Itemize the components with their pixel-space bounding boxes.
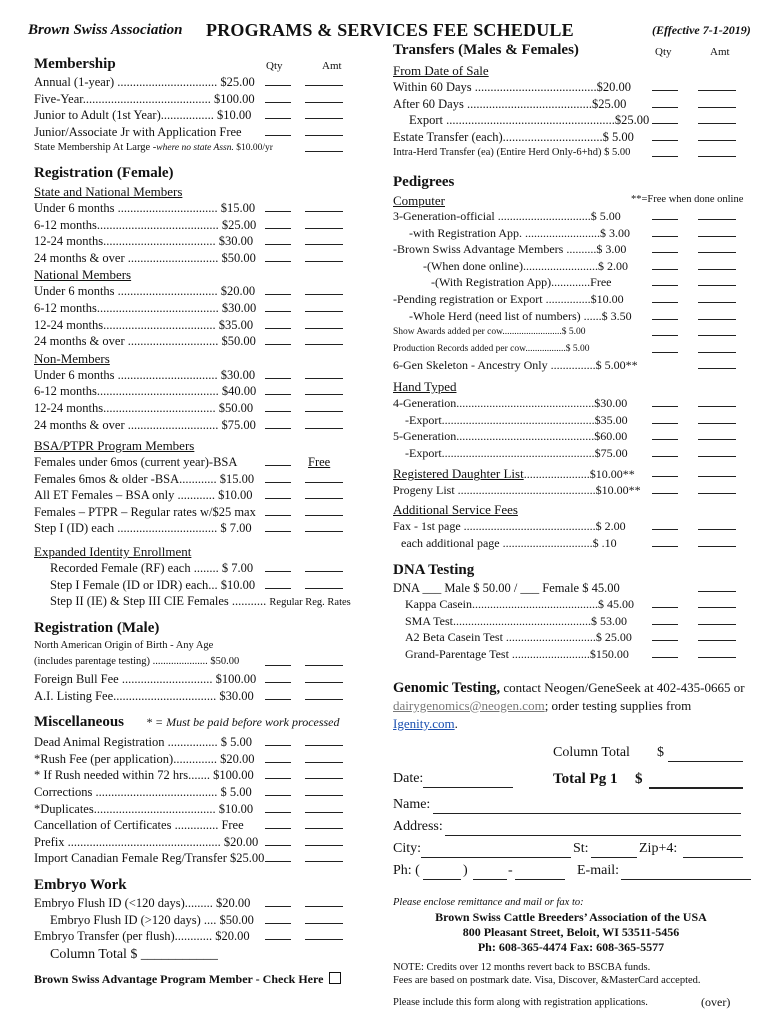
qty-field[interactable] [265,487,291,499]
qty-field[interactable] [265,300,291,312]
amt-field[interactable] [698,241,736,253]
qty-field[interactable] [265,688,291,700]
fee-row: Females 6mos & older -BSA............ $15.00 [34,471,382,488]
fee-row: Export ......................................................$25.00 [393,112,758,129]
city-label: City: [393,840,422,856]
qty-field[interactable] [652,258,678,270]
fee-row: 6-12 months....................................... $30.00 [34,300,382,317]
fee-row: 24 months & over ............................. $50.00 [34,250,382,267]
fee-row: Show Awards added per cow.........................$ 5.00 [393,324,758,341]
fee-row: 24 months & over ............................. $75.00 [34,417,382,434]
fee-row: Fax - 1st page ............................................$ 2.00 [393,518,758,535]
fee-row: SMA Test..............................................$ 53.00 [393,613,758,630]
qty-field[interactable] [652,145,678,157]
qty-field[interactable] [265,400,291,412]
fee-row: Females – PTPR – Regular rates w/$25 max [34,504,382,521]
order-form: Column Total $ Date: Total Pg 1 $ Name: Address: City: St: Zip+4: Ph: ( ) - E-mail: [393,745,758,895]
qty-field[interactable] [265,383,291,395]
free-online-note: **=Free when done online [631,193,744,205]
amt-field[interactable] [305,140,343,152]
qty-field[interactable] [652,445,678,457]
igenity-link[interactable]: Igenity.com [393,715,455,731]
amt-field[interactable] [305,300,343,312]
state-national-heading: State and National Members [34,183,183,199]
qty-field[interactable] [265,850,291,862]
fee-row: 6-Gen Skeleton - Ancestry Only ...............$ 5.00** [393,357,758,374]
membership-title: Membership [34,56,116,72]
fee-row: Registered Daughter List......................$10.00** [393,465,758,482]
fee-row: Embryo Flush ID (<120 days)......... $20.00 [34,895,382,912]
phone-line-field[interactable] [515,867,565,880]
dna-title: DNA Testing [393,561,475,578]
fee-row: -(With Registration App).............Free [393,274,758,291]
amt-field[interactable] [698,129,736,141]
fee-row: *Rush Fee (per application).............. $20.00 [34,751,382,768]
total-pg-field[interactable] [649,775,743,789]
amt-field[interactable] [698,412,736,424]
amt-field[interactable] [305,850,343,862]
origin-note: North American Origin of Birth - Any Age [34,639,214,651]
amt-field[interactable] [305,200,343,212]
membership-row: Junior to Adult (1st Year)................. $10.00 [34,107,382,124]
amt-field[interactable] [305,912,343,924]
amt-field[interactable] [305,767,343,779]
amt-header: Amt [710,46,730,58]
national-heading: National Members [34,267,132,283]
reg-daughter-heading: Registered Daughter List [393,466,524,482]
amt-field[interactable] [698,646,736,658]
association-address: Brown Swiss Cattle Breeders’ Association of the USA 800 Pleasant Street, Beloit, WI 53511-5456 Ph: 608-365-4474 Fax: 608-365-5577 [435,909,707,954]
qty-field[interactable] [652,395,678,407]
qty-field[interactable] [652,412,678,424]
misc-title: Miscellaneous [34,714,124,731]
membership-row: Junior/Associate Jr with Application Free [34,124,382,141]
embryo-column-total: Column Total $ ___________ [50,946,218,962]
bsa-member-check: Brown Swiss Advantage Program Member - Check Here [34,972,382,987]
qty-field[interactable] [652,324,678,336]
remit-note: Please enclose remittance and mail or fax to: [393,896,584,908]
qty-field[interactable] [652,225,678,237]
qty-field[interactable] [265,124,291,136]
name-field[interactable] [433,801,741,814]
amt-field[interactable] [305,734,343,746]
effective-date: (Effective 7-1-2019) [652,23,751,37]
fee-row: Foreign Bull Fee ............................. $100.00 [34,671,382,688]
bsa-member-checkbox[interactable] [329,972,341,984]
fee-row: Progeny List ..............................................$10.00** [393,482,758,499]
qty-field[interactable] [265,817,291,829]
amt-field[interactable] [698,580,736,592]
amt-field[interactable] [305,895,343,907]
membership-row: Five-Year......................................... $100.00 [34,91,382,108]
total-pg-label: Total Pg 1 [553,770,618,787]
amt-field[interactable] [305,520,343,532]
qty-field[interactable] [265,217,291,229]
amt-field[interactable] [698,324,736,336]
qty-field[interactable] [652,241,678,253]
amt-field[interactable] [305,333,343,345]
bsa-ptpr-heading: BSA/PTPR Program Members [34,438,195,454]
qty-field[interactable] [265,454,291,466]
amt-field[interactable] [305,751,343,763]
qty-field[interactable] [652,465,678,477]
over-label: (over) [701,994,731,1009]
misc-note: * = Must be paid before work processed [146,715,340,730]
additional-fees-heading: Additional Service Fees [393,502,518,518]
qty-field[interactable] [265,577,291,589]
fee-row: Embryo Transfer (per flush)............ $20.00 [34,928,382,945]
qty-field[interactable] [265,734,291,746]
qty-field[interactable] [265,654,291,666]
include-note: Please include this form along with registration applications. (over) [393,994,731,1009]
fee-row: -Export...................................................$75.00 [393,445,758,462]
address-field[interactable] [445,823,741,836]
fee-row: Under 6 months ................................ $20.00 [34,283,382,300]
fee-row: 24 months & over ............................. $50.00 [34,333,382,350]
qty-field[interactable] [652,274,678,286]
amt-field[interactable] [698,613,736,625]
amt-field[interactable] [698,291,736,303]
qty-field[interactable] [265,928,291,940]
amt-field[interactable] [305,250,343,262]
qty-field[interactable] [265,233,291,245]
amt-field[interactable] [305,560,343,572]
qty-field[interactable] [265,91,291,103]
qty-field[interactable] [265,74,291,86]
fee-row: DNA ___ Male $ 50.00 / ___ Female $ 45.00 [393,580,758,597]
column-total-field[interactable] [668,749,743,762]
qty-field[interactable] [265,784,291,796]
fee-row: -Pending registration or Export ...............$10.00 [393,291,758,308]
fee-row: Production Records added per cow.................$ 5.00 [393,341,758,358]
fee-row: -Export...................................................$35.00 [393,412,758,429]
transfers-title: Transfers (Males & Females) [393,42,579,58]
amt-field[interactable] [305,654,343,666]
amt-field[interactable] [698,208,736,220]
state-field[interactable] [591,845,637,858]
phone-prefix-field[interactable] [473,867,507,880]
qty-field[interactable] [265,767,291,779]
fee-row: 12-24 months.................................... $50.00 [34,400,382,417]
expanded-identity-heading: Expanded Identity Enrollment [34,544,192,560]
fee-row: A2 Beta Casein Test ..............................$ 25.00 [393,629,758,646]
amt-field[interactable] [305,671,343,683]
phone-label: Ph: ( [393,862,420,878]
computer-heading: Computer [393,192,445,208]
qty-field[interactable] [265,520,291,532]
qty-field[interactable] [652,518,678,530]
amt-field[interactable] [698,145,736,157]
qty-field[interactable] [265,283,291,295]
amt-field[interactable] [698,96,736,108]
fee-row: Under 6 months ................................ $30.00 [34,367,382,384]
fee-row: Embryo Flush ID (>120 days) .... $50.00 [34,912,382,929]
amt-field[interactable] [305,471,343,483]
fee-row: All ET Females – BSA only ............ $10.00 [34,487,382,504]
qty-field[interactable] [652,629,678,641]
amt-field[interactable] [698,308,736,320]
amt-field[interactable] [305,367,343,379]
fee-row: Within 60 Days .......................................$20.00 [393,79,758,96]
amt-field[interactable] [698,274,736,286]
qty-field[interactable] [265,367,291,379]
genomic-testing: Genomic Testing, contact Neogen/GeneSeek at 402-435-0665 or dairygenomics@neogen.com; order testing supplies from Igenity.com. [393,679,745,731]
page-title: PROGRAMS & SERVICES FEE SCHEDULE [206,20,574,40]
fee-row: Prefix ................................................. $20.00 [34,834,382,851]
embryo-title: Embryo Work [34,876,127,893]
fee-row: Step II (IE) & Step III CIE Females ........... Regular Reg. Rates [50,594,351,609]
amt-field[interactable] [305,784,343,796]
amt-field[interactable] [305,91,343,103]
amt-field[interactable] [305,74,343,86]
fee-row: *Duplicates....................................... $10.00 [34,801,382,818]
amt-field[interactable] [698,428,736,440]
amt-field[interactable] [305,928,343,940]
fee-row: Under 6 months ................................ $15.00 [34,200,382,217]
amt-field[interactable] [305,577,343,589]
fee-row: 5-Generation..............................................$60.00 [393,428,758,445]
free-label: Free [308,455,331,470]
amt-field[interactable] [305,417,343,429]
qty-field[interactable] [652,129,678,141]
fee-row: After 60 Days ........................................$25.00 [393,96,758,113]
qty-field[interactable] [265,560,291,572]
qty-field[interactable] [652,291,678,303]
qty-field[interactable] [652,308,678,320]
fee-row: -Brown Swiss Advantage Members ..........$ 3.00 [393,241,758,258]
amt-field[interactable] [305,504,343,516]
notes: NOTE: Credits over 12 months revert back to BSCBA funds. Fees are based on postmark date. Visa, Discover, &MasterCard accepted. [393,961,701,986]
fee-row: Recorded Female (RF) each ........ $ 7.00 [34,560,382,577]
qty-field[interactable] [265,834,291,846]
email-label: E-mail: [577,862,619,878]
name-label: Name: [393,796,431,812]
fee-row: -with Registration App. .........................$ 3.00 [393,225,758,242]
fee-row: Step I (ID) each ................................ $ 7.00 [34,520,382,537]
reg-male-title: Registration (Male) [34,619,160,636]
fee-row: 4-Generation..............................................$30.00 [393,395,758,412]
qty-field[interactable] [265,801,291,813]
non-members-heading: Non-Members [34,350,110,366]
org-name: Brown Swiss Association [28,22,183,38]
amt-field[interactable] [305,124,343,136]
column-total-label: Column Total [553,744,630,760]
qty-field[interactable] [265,317,291,329]
amt-header: Amt [322,60,342,72]
amt-field[interactable] [698,357,736,369]
amt-field[interactable] [698,535,736,547]
qty-field[interactable] [652,428,678,440]
fee-row: -(When done online).........................$ 2.00 [393,258,758,275]
amt-field[interactable] [698,518,736,530]
fee-row: Kappa Casein..........................................$ 45.00 [393,596,758,613]
qty-field[interactable] [265,471,291,483]
qty-field[interactable] [265,107,291,119]
fee-row: Estate Transfer (each)................................$ 5.00 [393,129,758,146]
date-label: Date: [393,770,424,786]
qty-field[interactable] [265,504,291,516]
fee-row: -Whole Herd (need list of numbers) ......$ 3.50 [393,308,758,325]
amt-field[interactable] [698,445,736,457]
fee-row: Females under 6mos (current year)-BSA Free [34,455,331,470]
amt-field[interactable] [698,258,736,270]
amt-field[interactable] [698,225,736,237]
qty-field[interactable] [652,208,678,220]
qty-field[interactable] [652,341,678,353]
address-label: Address: [393,818,443,834]
genomic-email[interactable]: dairygenomics@neogen.com [393,697,545,713]
qty-field[interactable] [265,912,291,924]
left-column [34,46,382,987]
qty-header: Qty [266,60,283,72]
phone-area-field[interactable] [423,867,461,880]
city-field[interactable] [421,845,571,858]
fee-row: Step I Female (ID or IDR) each... $10.00 [34,577,382,594]
amt-field[interactable] [698,79,736,91]
amt-field[interactable] [698,629,736,641]
qty-field[interactable] [652,482,678,494]
amt-field[interactable] [698,465,736,477]
qty-field[interactable] [652,535,678,547]
amt-field[interactable] [305,283,343,295]
amt-field[interactable] [698,482,736,494]
amt-field[interactable] [305,817,343,829]
qty-field[interactable] [265,250,291,262]
amt-field[interactable] [305,233,343,245]
right-column [393,40,758,1011]
reg-female-title: Registration (Female) [34,164,174,181]
fee-row: Cancellation of Certificates .............. Free [34,817,382,834]
qty-header: Qty [655,46,672,58]
fee-row: (includes parentage testing) ..................... $50.00 [34,654,382,671]
fee-row: * If Rush needed within 72 hrs....... $100.00 [34,767,382,784]
fee-row: 6-12 months....................................... $40.00 [34,383,382,400]
fee-row: 6-12 months....................................... $25.00 [34,217,382,234]
email-field[interactable] [621,867,751,880]
qty-field[interactable] [265,895,291,907]
amt-field[interactable] [305,688,343,700]
qty-field[interactable] [265,417,291,429]
amt-field[interactable] [698,596,736,608]
state-label: St: [573,840,589,856]
qty-field[interactable] [652,596,678,608]
qty-field[interactable] [652,79,678,91]
amt-field[interactable] [305,400,343,412]
qty-field[interactable] [652,112,678,124]
amt-field[interactable] [305,383,343,395]
fee-row: each additional page ..............................$ .10 [393,535,758,552]
amt-field[interactable] [698,341,736,353]
zip-label: Zip+4: [639,840,678,856]
amt-field[interactable] [305,487,343,499]
pedigrees-title: Pedigrees [393,173,455,190]
amt-field[interactable] [305,834,343,846]
amt-field[interactable] [305,801,343,813]
hand-typed-heading: Hand Typed [393,378,457,394]
qty-field[interactable] [265,333,291,345]
qty-field[interactable] [265,671,291,683]
amt-field[interactable] [305,107,343,119]
qty-field[interactable] [652,96,678,108]
fee-row: Corrections ....................................... $ 5.00 [34,784,382,801]
fee-row: A.I. Listing Fee................................. $30.00 [34,688,382,705]
amt-field[interactable] [698,112,736,124]
fee-row: 12-24 months.................................... $30.00 [34,233,382,250]
zip-field[interactable] [683,845,743,858]
qty-field[interactable] [652,613,678,625]
qty-field[interactable] [265,200,291,212]
fee-row: Import Canadian Female Reg/Transfer $25.00 [34,850,382,867]
amt-field[interactable] [305,317,343,329]
fee-row: 3-Generation-official ...............................$ 5.00 [393,208,758,225]
amt-field[interactable] [305,217,343,229]
fee-row: 12-24 months.................................... $35.00 [34,317,382,334]
from-sale-heading: From Date of Sale [393,63,489,78]
membership-state-row: State Membership At Large -where no state Assn. $10.00/yr [34,140,382,157]
fee-row: Intra-Herd Transfer (ea) (Entire Herd Only-6+hd) $ 5.00 [393,145,758,162]
fee-row: Grand-Parentage Test ..........................$150.00 [393,646,758,663]
qty-field[interactable] [265,751,291,763]
fee-row: Dead Animal Registration ................ $ 5.00 [34,734,382,751]
membership-row: Annual (1-year) ................................ $25.00 [34,74,382,91]
amt-field[interactable] [698,395,736,407]
qty-field[interactable] [652,646,678,658]
date-field[interactable] [423,775,513,788]
